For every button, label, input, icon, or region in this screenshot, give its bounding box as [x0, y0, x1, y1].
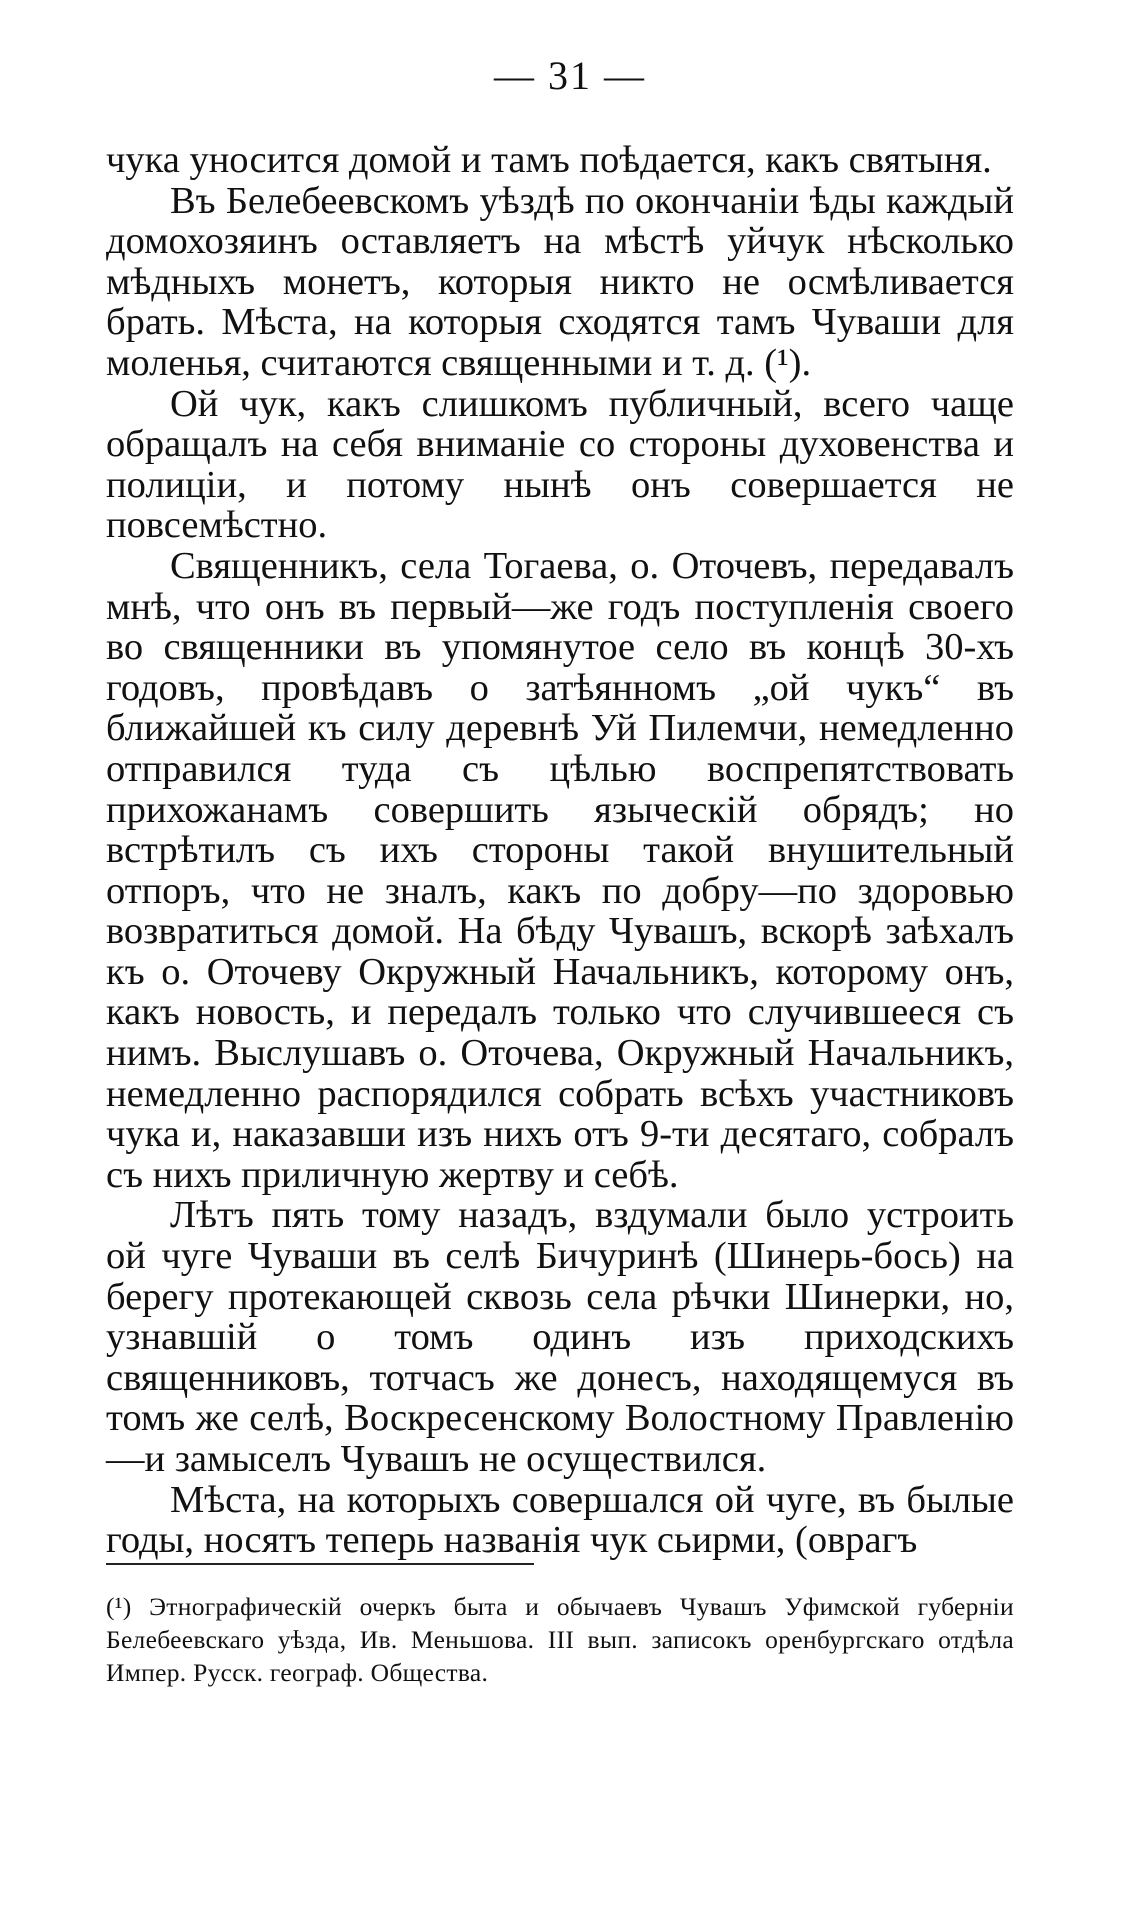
paragraph: Священникъ, села Тогаева, о. Оточевъ, передавалъ мнѣ, что онъ въ первый—же годъ поступленiя своего во священники въ упомянутое село въ концѣ 30-хъ годовъ, провѣдавъ о затѣянномъ „ой чукъ“ въ ближайшей къ силу деревнѣ Уй Пилемчи, немедленно отправился туда съ цѣлью воспрепятствовать прихожанамъ совершить языческiй обрядъ; но встрѣтилъ съ ихъ стороны такой внушительный отпоръ, что не зналъ, какъ по добру—по здоровью возвратиться домой. На бѣду Чувашъ, вскорѣ заѣхалъ къ о. Оточеву Окружный Начальникъ, которому онъ, какъ новость, и передалъ только что случившееся съ нимъ. Выслушавъ о. Оточева, Окружный Начальникъ, немедленно распорядился собрать всѣхъ участниковъ чука и, наказавши изъ нихъ отъ 9-ти десятаго, собралъ съ нихъ приличную жертву и себѣ.: [106, 544, 1014, 1196]
footnote-marker: (¹): [106, 1592, 132, 1621]
footnote: [106, 1590, 1014, 1689]
paragraph: Лѣтъ пять тому назадъ, вздумали было устроить ой чуге Чуваши въ селѣ Бичуринѣ (Шинерь-бось) на берегу протекающей сквозь села рѣчки Шинерки, но, узнавшiй о томъ одинъ изъ приходскихъ священниковъ, тотчасъ же донесъ, находящемуся въ томъ же селѣ, Воскресенскому Волостному Правленiю—и замыселъ Чувашъ не осуществился.: [106, 1194, 1014, 1480]
paragraph: Ой чук, какъ слишкомъ публичный, всего чаще обращалъ на себя вниманiе со стороны духовенства и полицiи, и потому нынѣ онъ совершается не повсемѣстно.: [106, 382, 1014, 547]
paragraph-continuation: чука уносится домой и тамъ поѣдается, какъ святыня.: [106, 139, 992, 181]
body-text: [106, 140, 1014, 1561]
page-number: — 31 —: [494, 53, 646, 98]
footnote-divider: [106, 1563, 534, 1565]
footnote-text: Этнографическiй очеркъ быта и обычаевъ Чувашъ Уфимской губернiи Белебеевскаго уѣзда, Ив. Меньшова. III вып. записокъ оренбургскаго отдѣла Импер. Русск. географ. Общества.: [106, 1592, 1014, 1687]
paragraph: Въ Белебеевскомъ уѣздѣ по окончанiи ѣды каждый домохозяинъ оставляетъ на мѣстѣ уйчук нѣсколько мѣдныхъ монетъ, которыя никто не осмѣливается брать. Мѣста, на которыя сходятся тамъ Чуваши для моленья, считаются священными и т. д. (¹).: [106, 179, 1014, 384]
paragraph: Мѣста, на которыхъ совершался ой чуге, въ былые годы, носятъ теперь названiя чук сьирми, (оврагъ: [106, 1478, 1014, 1562]
